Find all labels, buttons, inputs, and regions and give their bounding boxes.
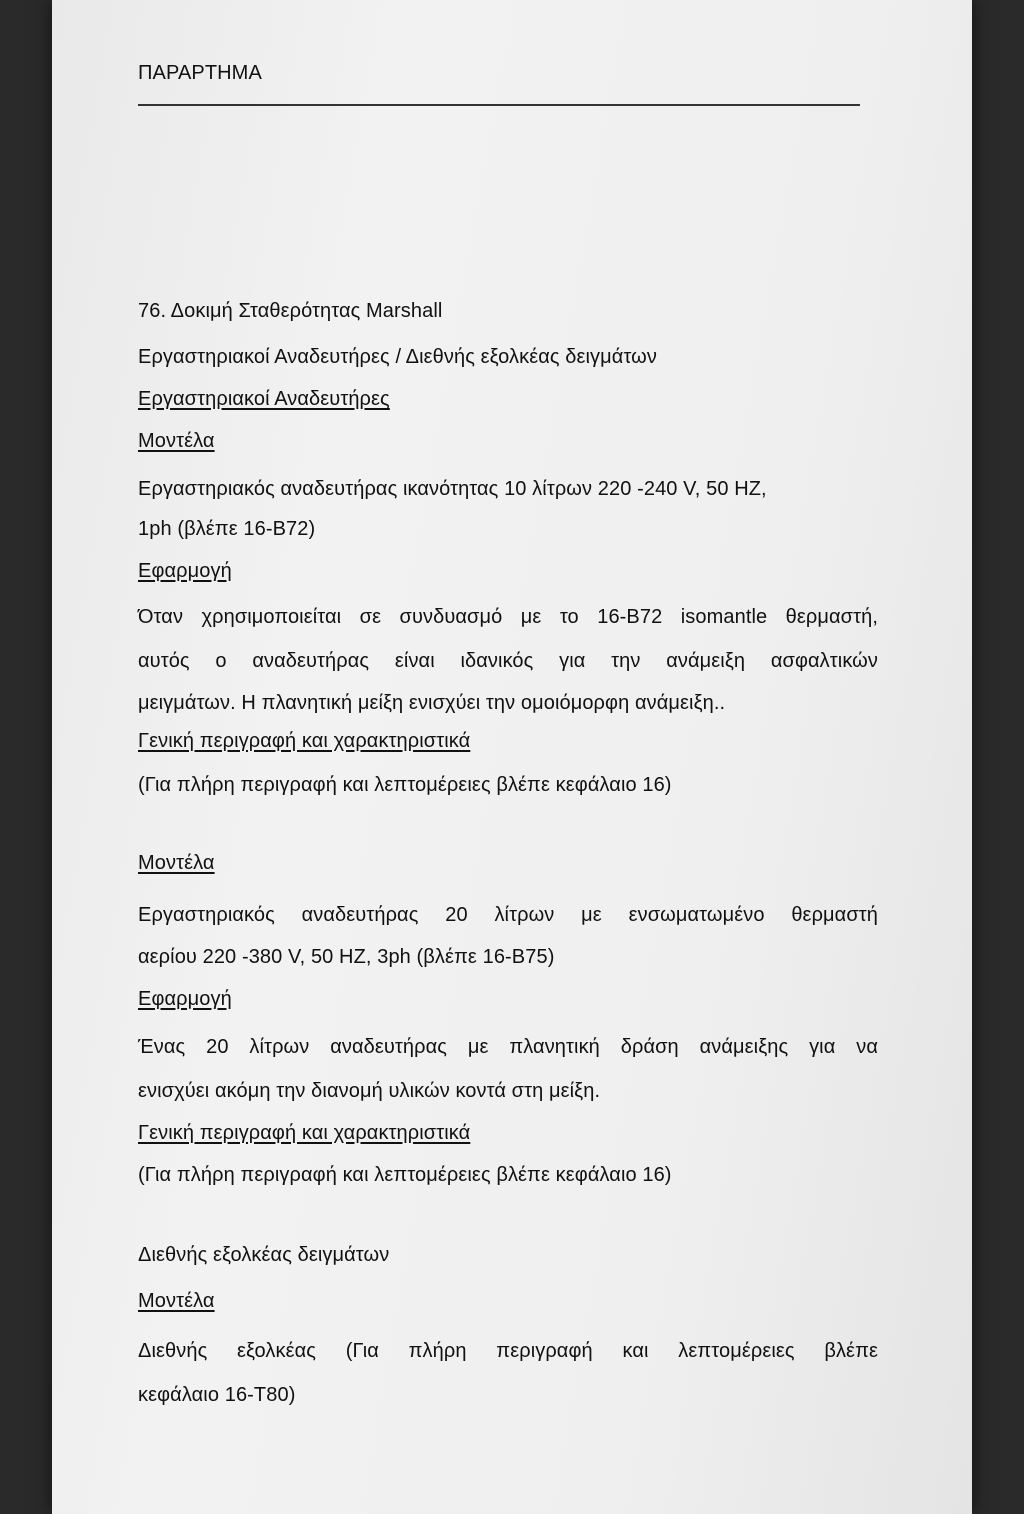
group2-model-label: Μοντέλα [138,852,215,874]
section-heading: 76. Δοκιμή Σταθερότητας Marshall [138,300,443,322]
group3-title: Διεθνής εξολκέας δειγμάτων [138,1244,390,1266]
group2-model-text-2: αερίου 220 -380 V, 50 HZ, 3ph (βλέπε 16-Β75) [138,946,555,968]
group2-model-text-1: Εργαστηριακός αναδευτήρας 20 λίτρων με ενσωματωμένο θερμαστή [138,904,878,926]
group1-application-text-2: αυτός ο αναδευτήρας είναι ιδανικός για την ανάμειξη ασφαλτικών [138,650,878,672]
group2-application-label: Εφαρμογή [138,988,232,1010]
group3-model-label: Μοντέλα [138,1290,215,1312]
group1-general-label: Γενική περιγραφή και χαρακτηριστικά [138,730,471,752]
group1-model-text-1: Εργαστηριακός αναδευτήρας ικανότητας 10 λίτρων 220 -240 V, 50 HZ, [138,478,767,500]
group1-general-text: (Για πλήρη περιγραφή και λεπτομέρειες βλέπε κεφάλαιο 16) [138,774,672,796]
group1-model-label: Μοντέλα [138,430,215,452]
group1-application-text-1: Όταν χρησιμοποιείται σε συνδυασμό με το 16-Β72 isomantle θερμαστή, [138,606,878,628]
section-subheading: Εργαστηριακοί Αναδευτήρες / Διεθνής εξολκέας δειγμάτων [138,346,657,368]
header-rule [138,104,860,106]
group1-application-text-3: μειγμάτων. Η πλανητική μείξη ενισχύει την ομοιόμορφη ανάμειξη.. [138,692,726,714]
group3-model-text-1: Διεθνής εξολκέας (Για πλήρη περιγραφή και λεπτομέρειες βλέπε [138,1340,878,1362]
group3-model-text-2: κεφάλαιο 16-Τ80) [138,1384,296,1406]
group2-general-text: (Για πλήρη περιγραφή και λεπτομέρειες βλέπε κεφάλαιο 16) [138,1164,672,1186]
group1-title: Εργαστηριακοί Αναδευτήρες [138,388,390,410]
group2-general-label: Γενική περιγραφή και χαρακτηριστικά [138,1122,471,1144]
group1-model-text-2: 1ph (βλέπε 16-Β72) [138,518,316,540]
group2-application-text-1: Ένας 20 λίτρων αναδευτήρας με πλανητική δράση ανάμειξης για να [138,1036,878,1058]
group1-application-label: Εφαρμογή [138,560,232,582]
page-header-title: ΠΑΡΑΡΤΗΜΑ [138,62,262,84]
document-page [52,0,972,1514]
group2-application-text-2: ενισχύει ακόμη την διανομή υλικών κοντά στη μείξη. [138,1080,601,1102]
